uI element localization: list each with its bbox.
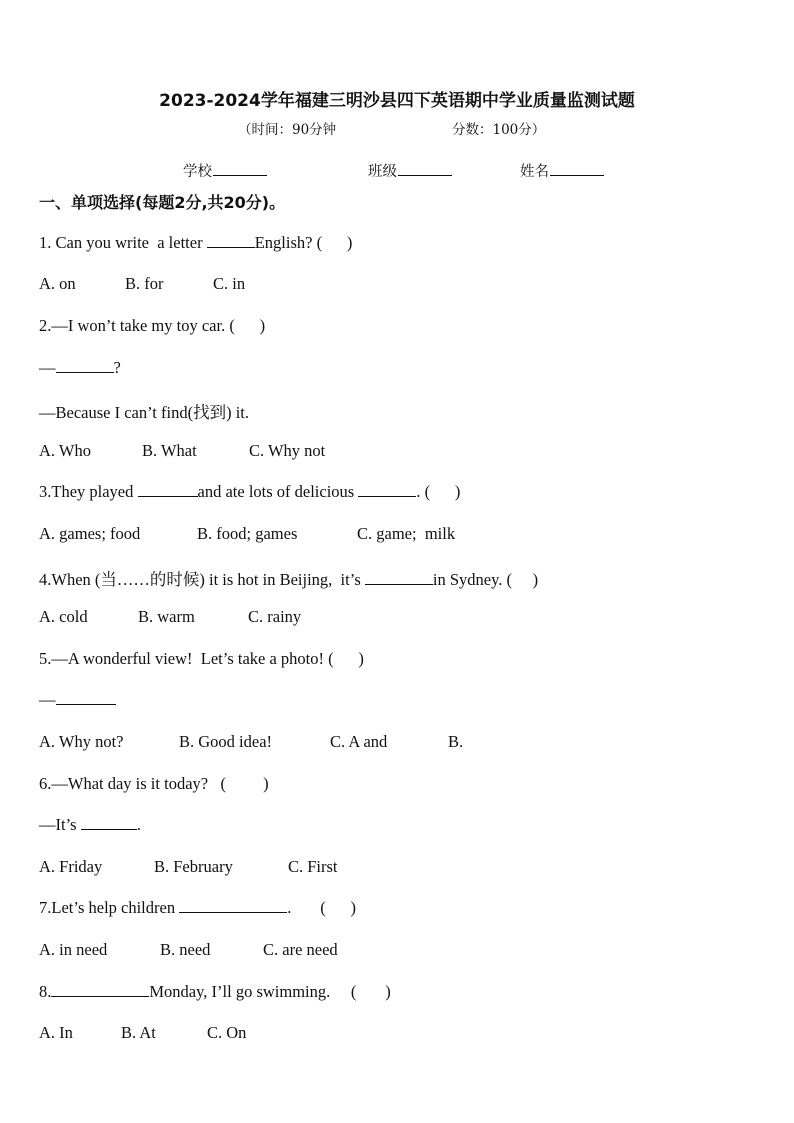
option-c[interactable]: C. are need	[263, 940, 338, 959]
exam-score: 分数：100分）	[452, 122, 546, 138]
option-c[interactable]: C. rainy	[248, 607, 302, 626]
section-heading: 一、单项选择(每题2分,共20分)。	[39, 193, 286, 212]
question-5: 5.—A wonderful view! Let’s take a photo! ( )	[39, 649, 364, 668]
question-6-reply: —It’s .	[39, 815, 141, 834]
option-a[interactable]: A. on	[39, 274, 76, 293]
option-b[interactable]: B. warm	[138, 607, 195, 626]
option-b[interactable]: B. food; games	[197, 524, 298, 543]
options-1	[39, 274, 245, 294]
school-label: 学校	[183, 164, 212, 180]
option-c[interactable]: C. A and	[330, 732, 388, 751]
options-3	[39, 524, 455, 544]
exam-meta	[0, 118, 794, 140]
option-a[interactable]: A. Who	[39, 441, 91, 460]
question-8: 8. Monday, I’ll go swimming. ( )	[39, 982, 391, 1001]
answer-blank[interactable]	[365, 570, 433, 585]
answer-blank[interactable]	[56, 358, 114, 373]
option-b[interactable]: B. for	[125, 274, 164, 293]
option-a[interactable]: A. Why not?	[39, 732, 124, 751]
options-4	[39, 607, 301, 627]
options-2	[39, 441, 325, 461]
option-d[interactable]: B.	[448, 732, 464, 751]
option-a[interactable]: A. games; food	[39, 524, 141, 543]
exam-time: （时间：90分钟	[238, 122, 337, 138]
option-b[interactable]: B. February	[154, 857, 233, 876]
option-a[interactable]: A. In	[39, 1023, 73, 1042]
option-b[interactable]: B. At	[121, 1023, 156, 1042]
option-c[interactable]: C. On	[207, 1023, 247, 1042]
option-c[interactable]: C. game; milk	[357, 524, 456, 543]
answer-blank[interactable]	[358, 482, 416, 497]
option-c[interactable]: C. in	[213, 274, 246, 293]
name-field	[520, 160, 604, 181]
options-8	[39, 1023, 246, 1043]
school-blank[interactable]	[213, 161, 267, 176]
question-5-reply: —	[39, 690, 116, 710]
answer-blank[interactable]	[138, 482, 198, 497]
question-6: 6.—What day is it today? ( )	[39, 774, 269, 793]
options-5	[39, 732, 463, 752]
question-2-reason: —Because I can’t find(找到) it.	[39, 403, 250, 422]
option-a[interactable]: A. cold	[39, 607, 88, 626]
options-6	[39, 857, 338, 877]
class-blank[interactable]	[398, 161, 452, 176]
name-label: 姓名	[520, 164, 549, 180]
class-field	[368, 160, 452, 181]
answer-blank[interactable]	[81, 815, 137, 830]
question-2: 2.—I won’t take my toy car. ( )	[39, 316, 266, 335]
question-1: 1. Can you write a letter English? ( )	[39, 233, 353, 252]
answer-blank[interactable]	[207, 233, 255, 248]
answer-blank[interactable]	[51, 982, 149, 997]
exam-title: 2023-2024学年福建三明沙县四下英语期中学业质量监测试题	[159, 91, 635, 111]
class-label: 班级	[368, 164, 397, 180]
answer-blank[interactable]	[179, 898, 287, 913]
student-info	[0, 160, 794, 182]
option-b[interactable]: B. What	[142, 441, 197, 460]
question-4: 4.When (当……的时候) it is hot in Beijing, it’s in Sydney. ( )	[39, 570, 539, 589]
option-a[interactable]: A. in need	[39, 940, 108, 959]
option-a[interactable]: A. Friday	[39, 857, 103, 876]
option-b[interactable]: B. need	[160, 940, 211, 959]
option-c[interactable]: C. First	[288, 857, 338, 876]
question-7: 7.Let’s help children . ( )	[39, 898, 356, 917]
question-3: 3.They played and ate lots of delicious . ( )	[39, 482, 461, 501]
answer-blank[interactable]	[56, 690, 116, 705]
option-b[interactable]: B. Good idea!	[179, 732, 273, 751]
school-field	[183, 160, 267, 181]
question-2-reply: — ?	[39, 358, 121, 377]
name-blank[interactable]	[550, 161, 604, 176]
options-7	[39, 940, 338, 960]
option-c[interactable]: C. Why not	[249, 441, 326, 460]
